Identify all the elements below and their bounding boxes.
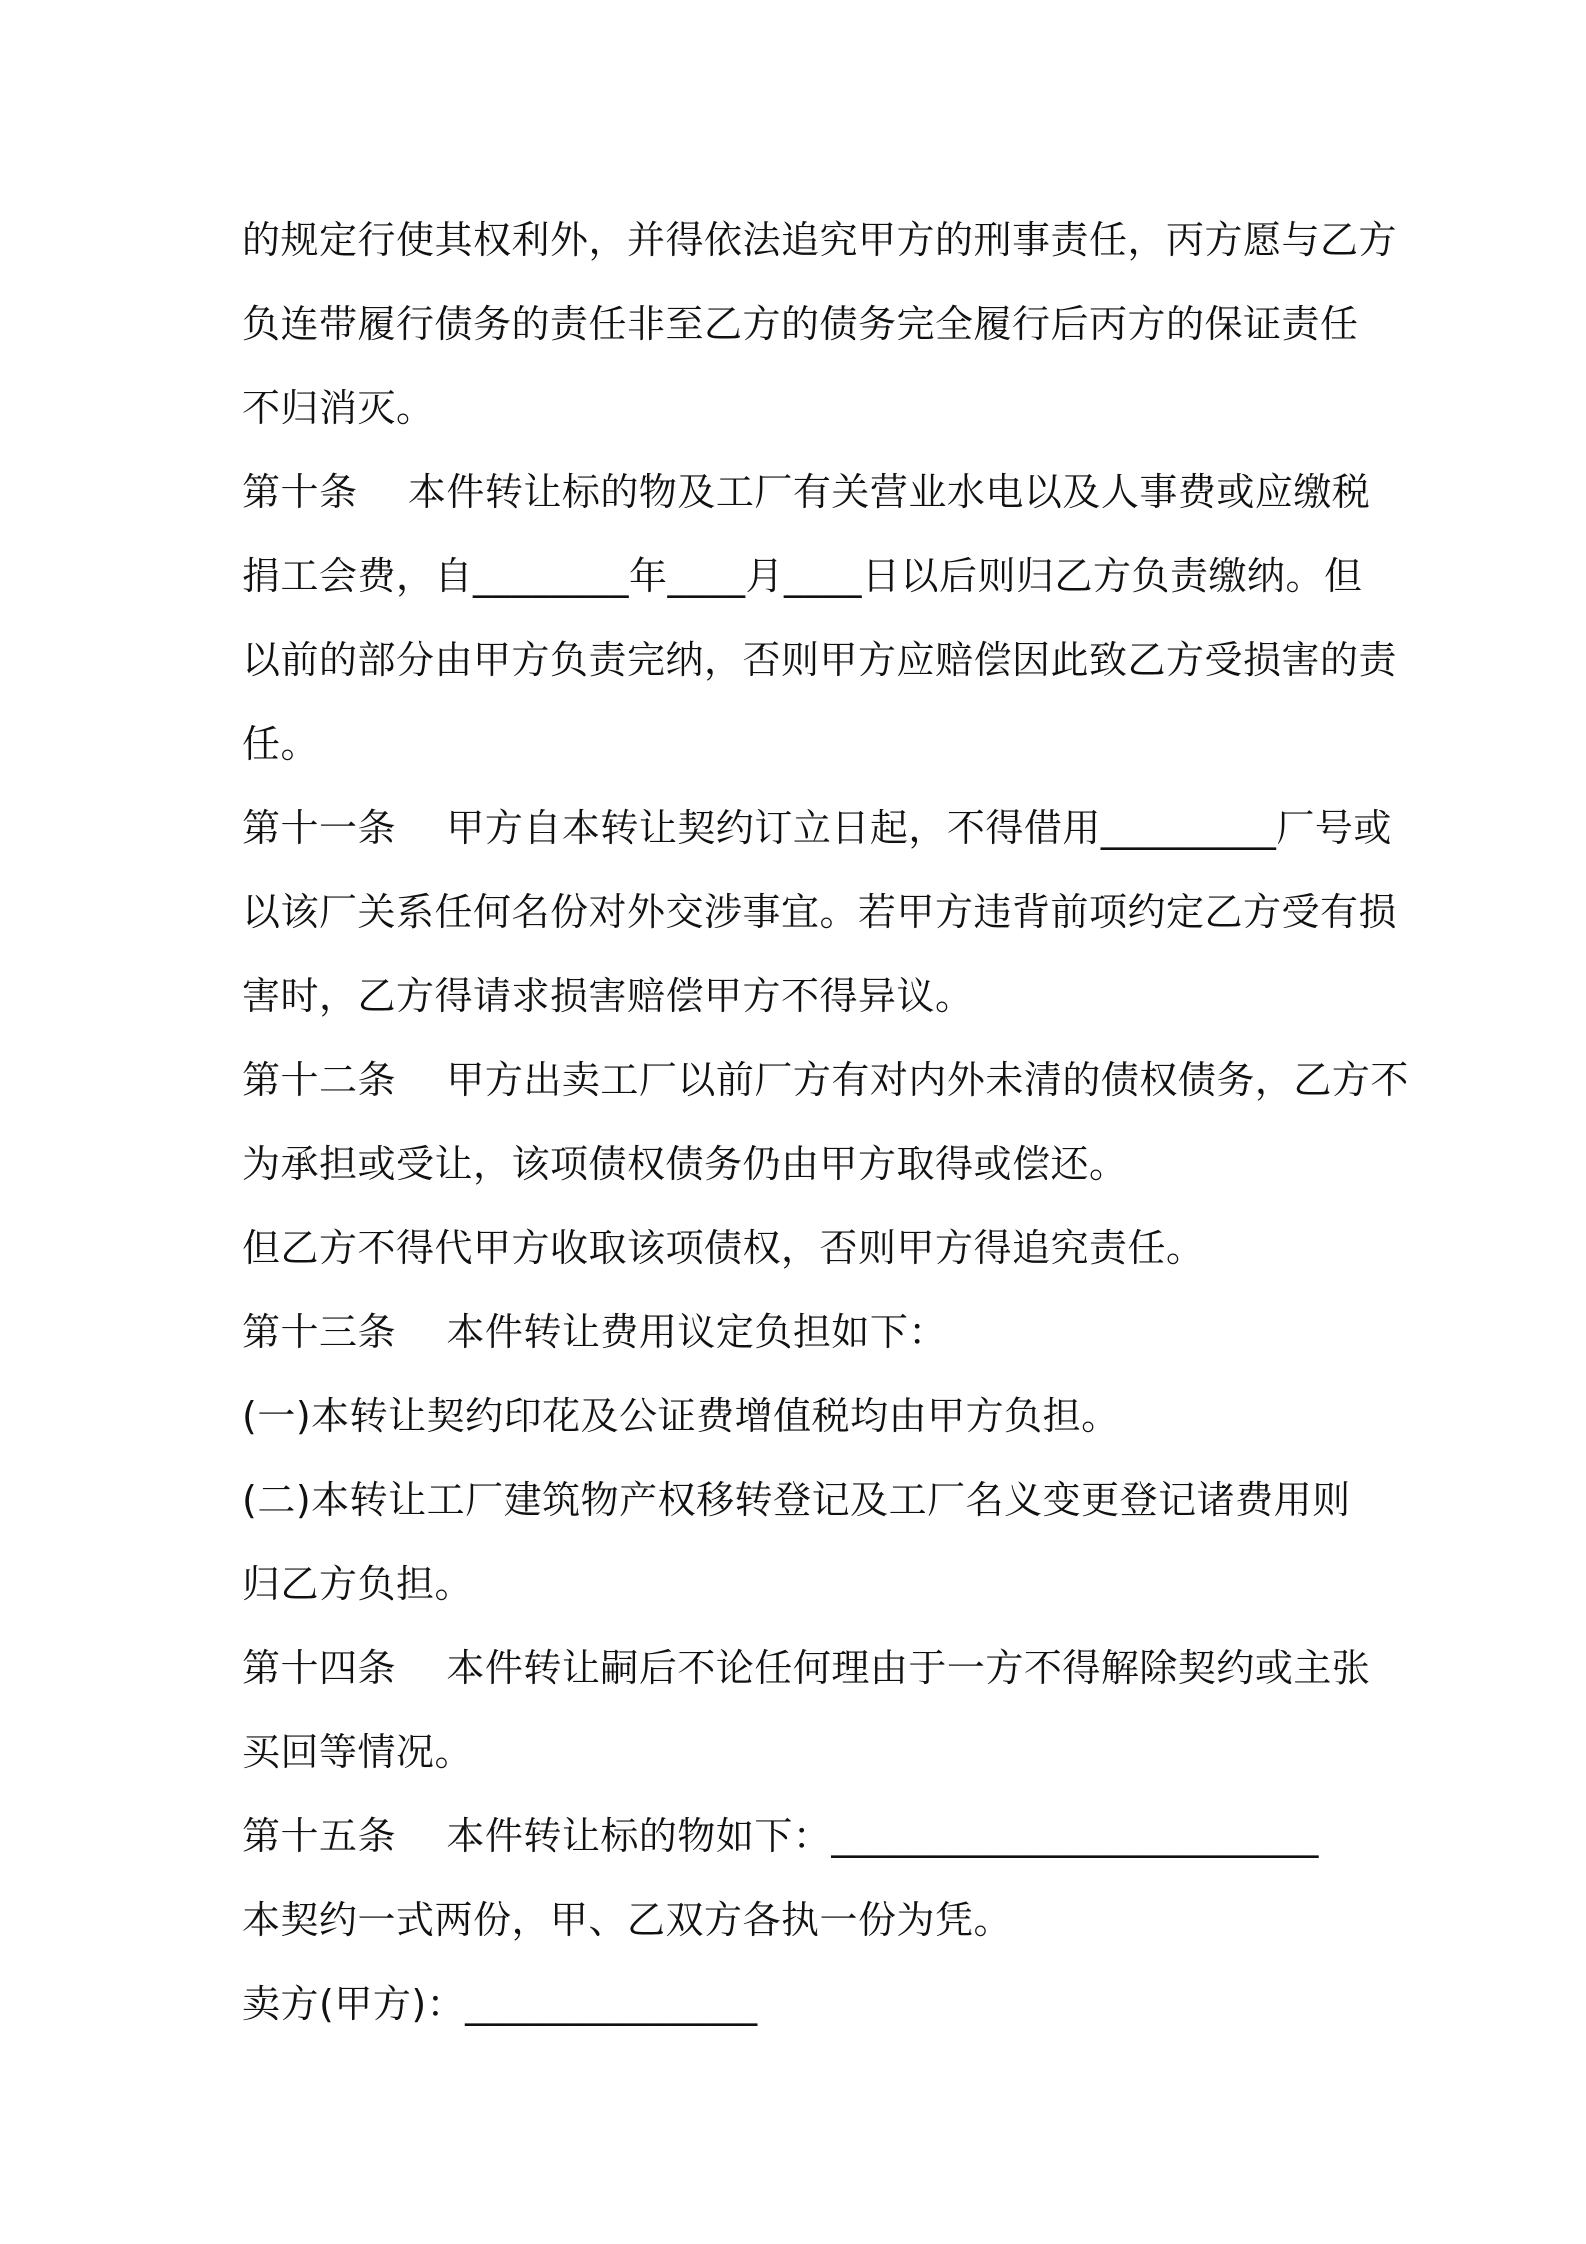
text-line: 以前的部分由甲方负责完纳，否则甲方应赔偿因此致乙方受损害的责 — [242, 638, 1398, 682]
text-line: 负连带履行债务的责任非至乙方的债务完全履行后丙方的保证责任 — [242, 302, 1359, 346]
text-line: 以该厂关系任何名份对外交涉事宜。若甲方违背前项约定乙方受有损 — [242, 890, 1398, 934]
list-item-2: (二)本转让工厂建筑物产权移转登记及工厂名义变更登记诸费用则 — [242, 1478, 1351, 1522]
text-line: 为承担或受让，该项债权债务仍由甲方取得或偿还。 — [242, 1142, 1128, 1186]
document-page — [242, 198, 1409, 2046]
text-line: 归乙方负担。 — [242, 1562, 474, 1606]
article-11-line: 第十一条 甲方自本转让契约订立日起，不得借用_________厂号或 — [242, 806, 1392, 850]
text-line: 买回等情况。 — [242, 1730, 474, 1774]
text-line: 任。 — [242, 722, 320, 766]
text-line: 捐工会费，自________年____月____日以后则归乙方负责缴纳。但 — [242, 554, 1363, 598]
list-item-1: (一)本转让契约印花及公证费增值税均由甲方负担。 — [242, 1394, 1120, 1438]
article-15-line: 第十五条 本件转让标的物如下：_________________________ — [242, 1814, 1319, 1858]
text-line: 害时，乙方得请求损害赔偿甲方不得异议。 — [242, 974, 974, 1018]
text-line: 的规定行使其权利外，并得依法追究甲方的刑事责任，丙方愿与乙方 — [242, 218, 1398, 262]
text-line: 但乙方不得代甲方收取该项债权，否则甲方得追究责任。 — [242, 1226, 1205, 1270]
article-10-line: 第十条 本件转让标的物及工厂有关营业水电以及人事费或应缴税 — [242, 470, 1371, 514]
article-13-line: 第十三条 本件转让费用议定负担如下： — [242, 1310, 947, 1354]
article-14-line: 第十四条 本件转让嗣后不论任何理由于一方不得解除契约或主张 — [242, 1646, 1371, 1690]
article-12-line: 第十二条 甲方出卖工厂以前厂方有对内外未清的债权债务，乙方不 — [242, 1058, 1409, 1102]
copies-statement: 本契约一式两份，甲、乙双方各执一份为凭。 — [242, 1898, 1013, 1942]
text-line: 不归消灭。 — [242, 386, 435, 430]
seller-signature-line: 卖方(甲方)：_______________ — [242, 1982, 758, 2026]
